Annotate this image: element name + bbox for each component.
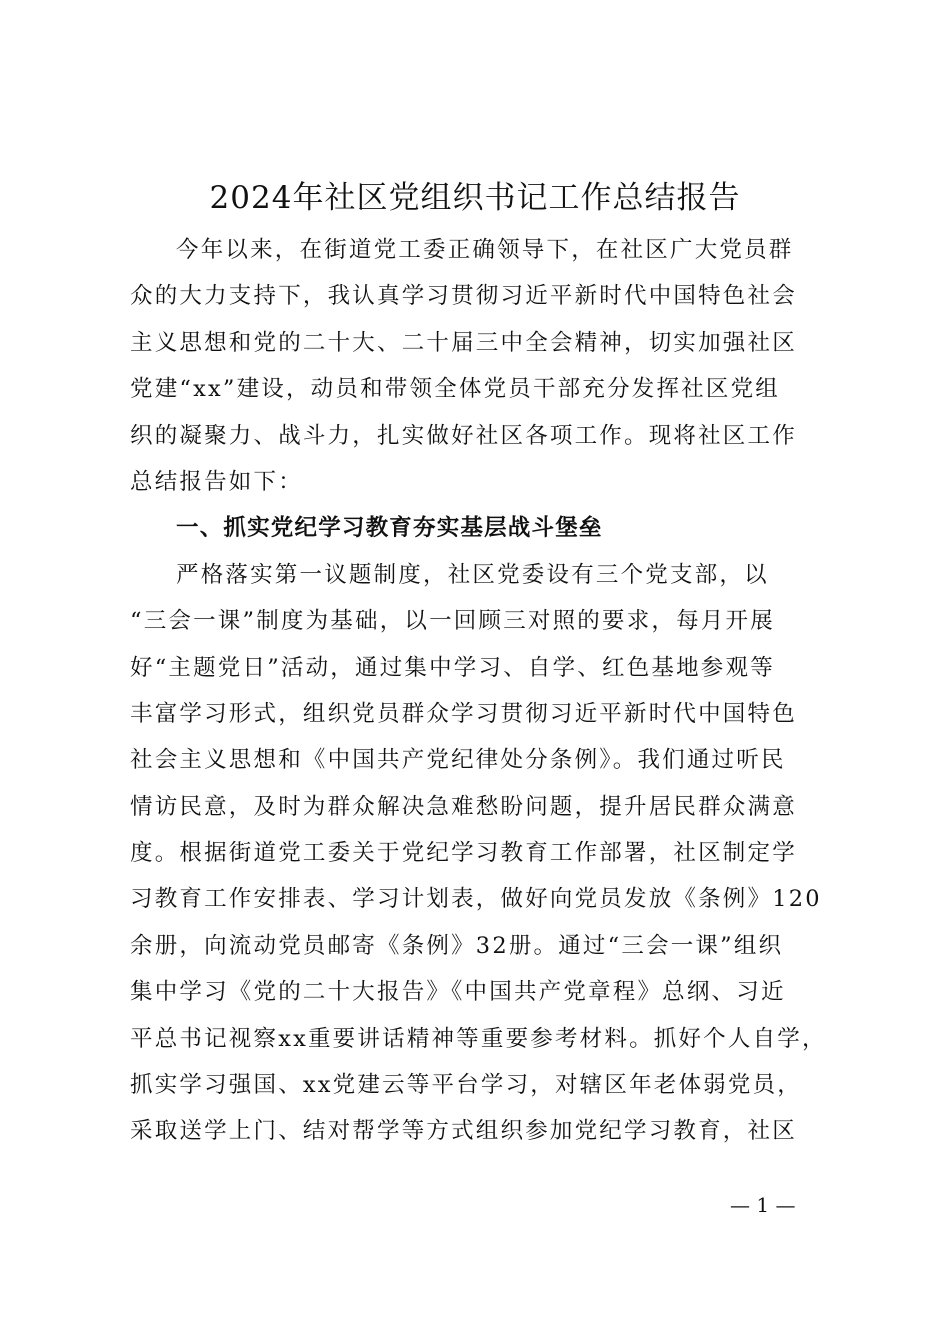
text-line: 习教育工作安排表、学习计划表，做好向党员发放《条例》120 <box>130 886 822 913</box>
document-title: 2024年社区党组织书记工作总结报告 <box>209 180 741 216</box>
text-line: 平总书记视察xx重要讲话精神等重要参考材料。抓好个人自学， <box>130 1025 827 1052</box>
text-line: 严格落实第一议题制度，社区党委设有三个党支部，以 <box>176 561 769 588</box>
text-line: 众的大力支持下，我认真学习贯彻习近平新时代中国特色社会 <box>130 283 797 310</box>
text-line: 抓实学习强国、xx党建云等平台学习，对辖区年老体弱党员， <box>130 1072 802 1099</box>
text-line: 今年以来，在街道党工委正确领导下，在社区广大党员群 <box>176 237 794 263</box>
text-line: “三会一课”制度为基础，以一回顾三对照的要求，每月开展 <box>130 608 775 635</box>
text-line: 主义思想和党的二十大、二十届三中全会精神，切实加强社区 <box>130 329 797 356</box>
text-line: 织的凝聚力、战斗力，扎实做好社区各项工作。现将社区工作 <box>130 422 797 449</box>
text-line: 丰富学习形式，组织党员群众学习贯彻习近平新时代中国特色 <box>130 700 797 727</box>
text-line: 采取送学上门、结对帮学等方式组织参加党纪学习教育，社区 <box>130 1118 797 1145</box>
text-line: 党建“xx”建设，动员和带领全体党员干部充分发挥社区党组 <box>130 376 780 403</box>
text-line: 总结报告如下： <box>130 468 303 495</box>
text-line: 集中学习《党的二十大报告》《中国共产党章程》总纲、习近 <box>130 979 786 1006</box>
page-number: — 1 — <box>730 1193 796 1217</box>
text-line: 度。根据街道党工委关于党纪学习教育工作部署，社区制定学 <box>130 840 797 867</box>
text-line: 情访民意，及时为群众解决急难愁盼问题，提升居民群众满意 <box>130 793 797 820</box>
section-heading: 一、抓实党纪学习教育夯实基层战斗堡垒 <box>176 515 603 542</box>
document-body <box>130 227 830 1155</box>
text-line: 余册，向流动党员邮寄《条例》32册。通过“三会一课”组织 <box>130 932 784 959</box>
text-line: 社会主义思想和《中国共产党纪律处分条例》。我们通过听民 <box>130 747 786 774</box>
text-line: 好“主题党日”活动，通过集中学习、自学、红色基地参观等 <box>130 654 775 681</box>
